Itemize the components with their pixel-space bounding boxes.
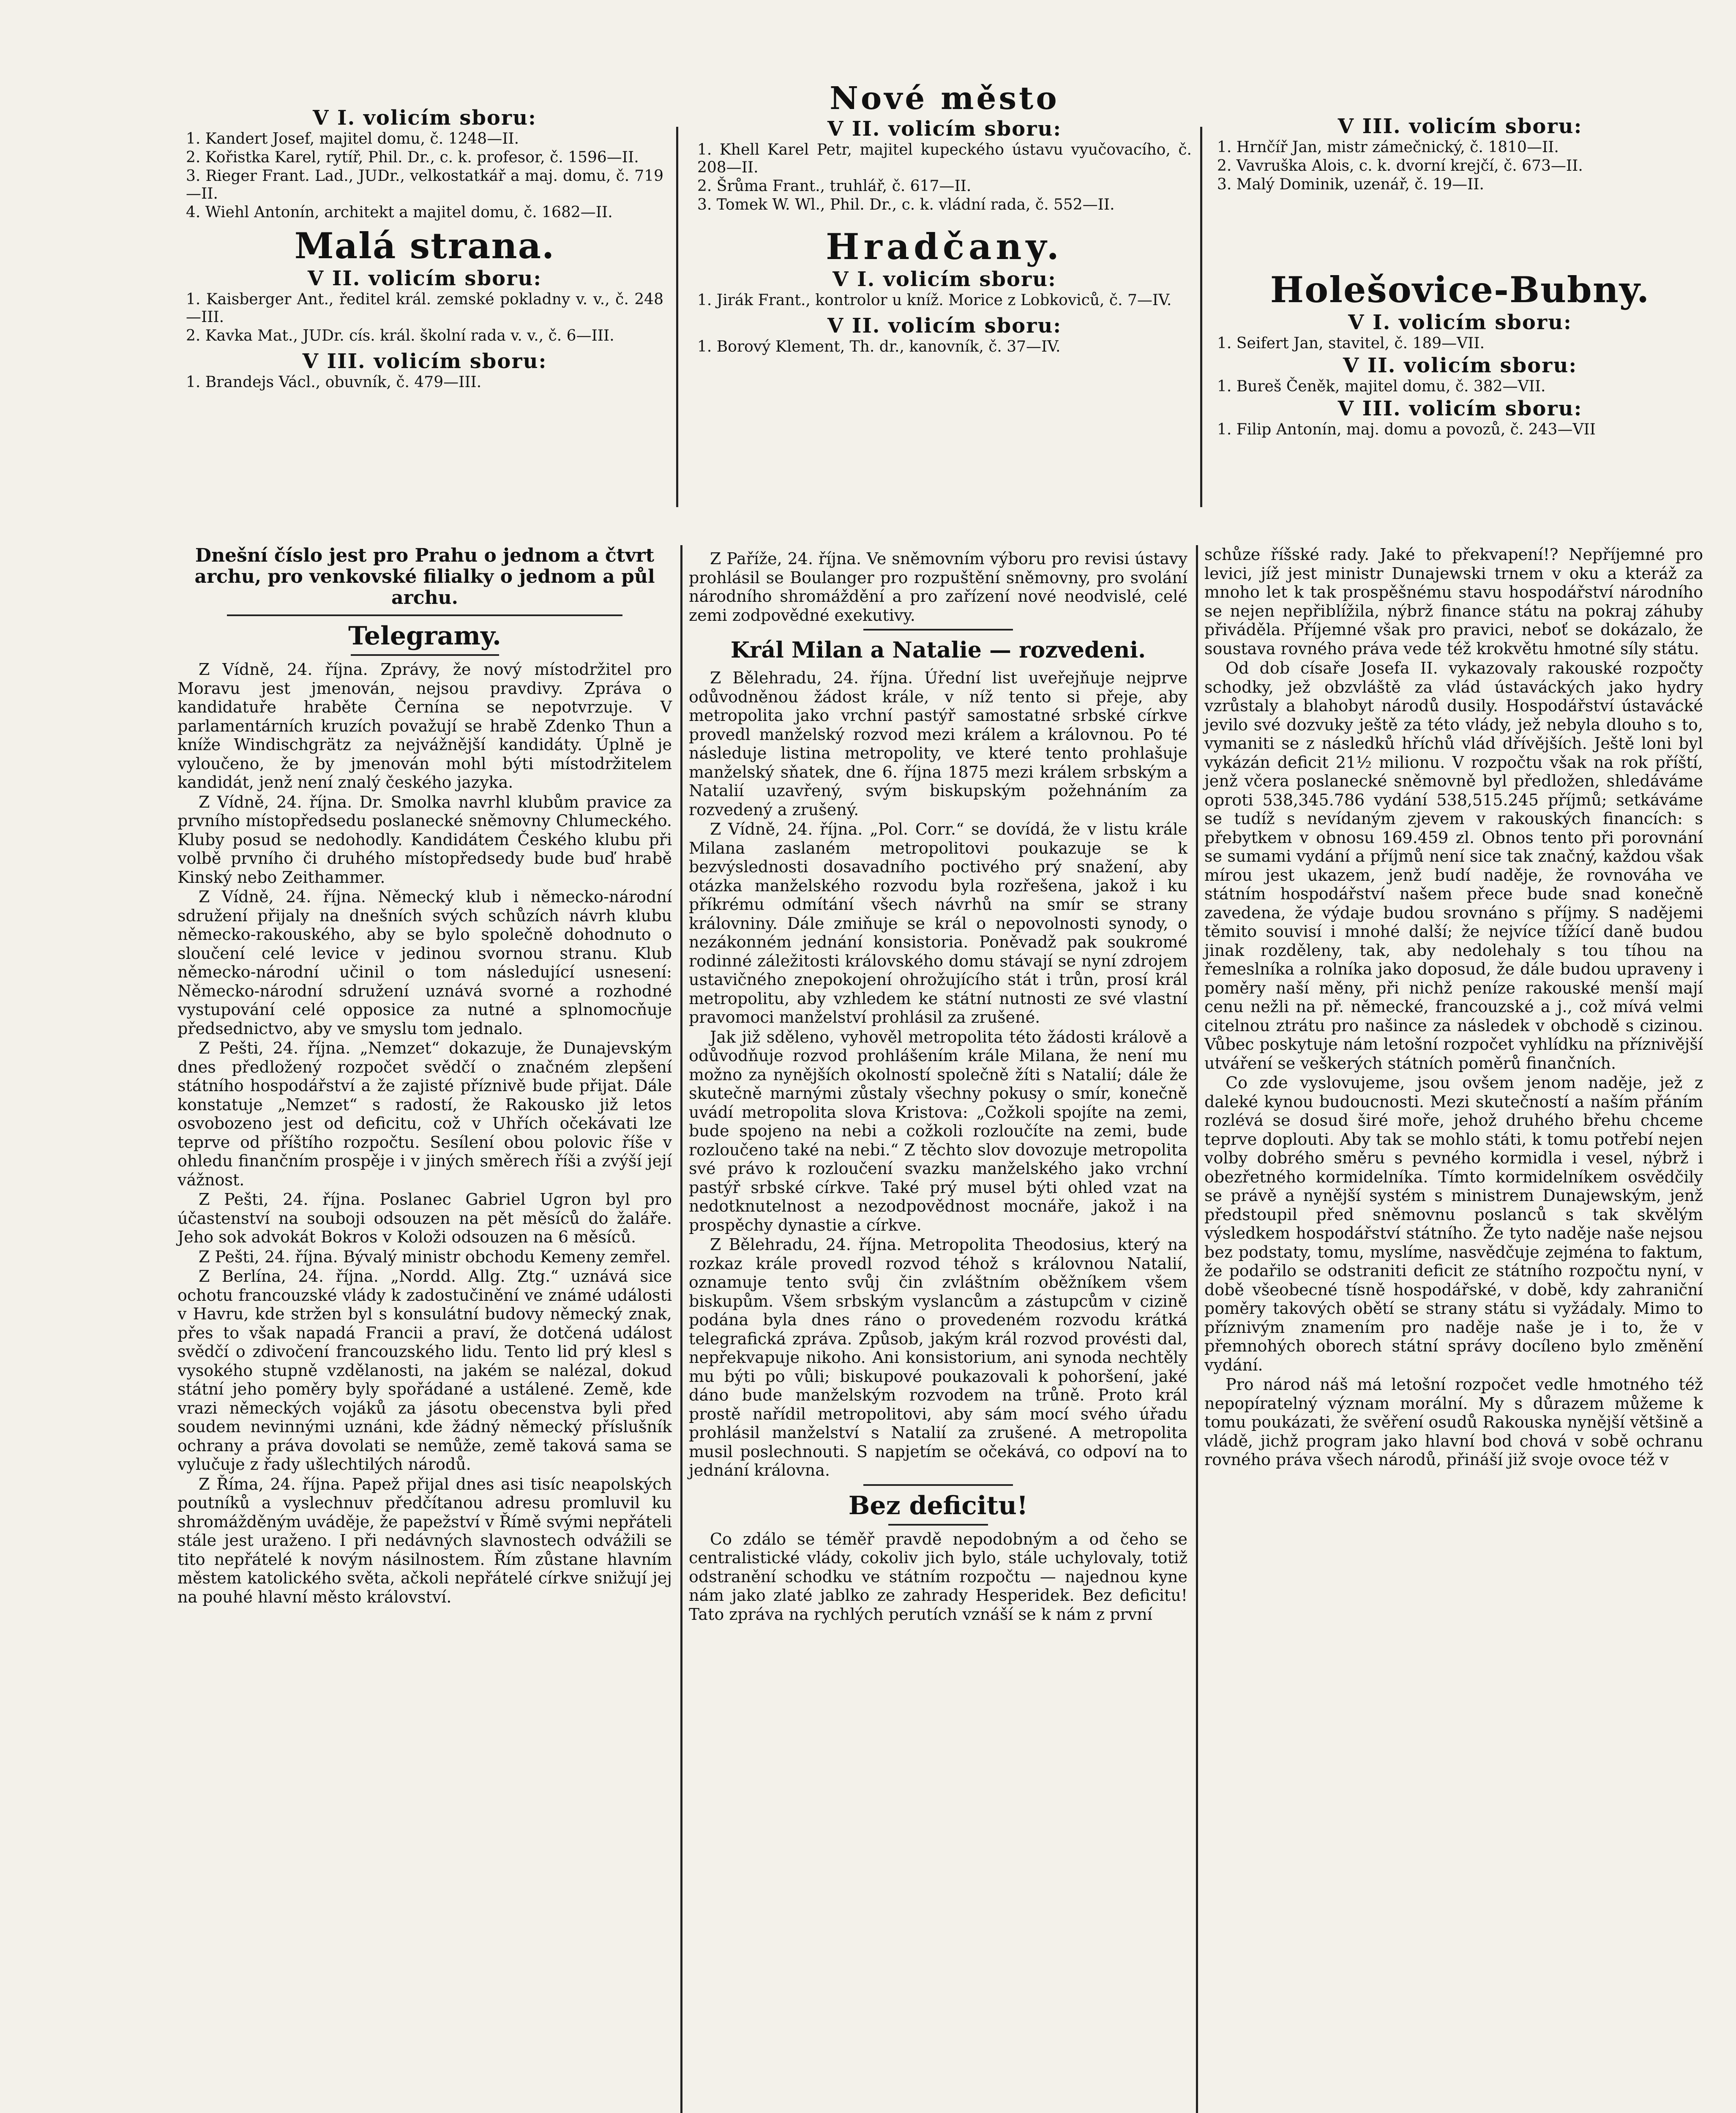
article-paragraph: Z Pešti, 24. října. Bývalý ministr obchodu Kemeny zemřel.: [199, 1247, 671, 1266]
list-item: 1. Borový Klement, Th. dr., kanovník, č. 37—IV.: [697, 338, 1061, 355]
hradcany-title: Hradčany.: [826, 226, 1063, 268]
article-paragraph: Co zde vyslovujeme, jsou ovšem jenom naděje, jež z daleké kynou budoucnosti. Mezi skutečností a naším přáním rozlévá se dosud širé moře, jehož druhého břehu chceme teprve doplouti. Aby tak se mohlo státi, k tomu potřebí nejen volby dobrého směru s pevného kormidla i vesel, nýbrž i obezřetného kormidelníka. Tímto kormidelníkem osvědčily se právě a nynější systém s ministrem Dunajewským, jenž předstoupil před sněmovnu poslanců s tak skvělým výsledkem hospodářství státního. Že tyto naděje naše nejsou bez podstaty, tomu, myslíme, nasvědčuje zejména to faktum, že podařilo se odstraniti deficit ze státního rozpočtu nyní, v době všeobecné tísně hospodářské, v době, kdy zahraniční poměry takových obětí se strany státu si vyžádaly. Mimo to příznivým znamením pro naděje naše je i to, že v přemnohých oborech státní správy docíleno bylo změnění vydání.: [1204, 1073, 1703, 1374]
divider: [863, 629, 1013, 631]
article-paragraph: Z Paříže, 24. října. Ve sněmovním výboru pro revisi ústavy prohlásil se Boulanger pro rozpuštění sněmovny, pro svolání národního shromáždění a pro zařízení nové neodvislé, celé zemi zodpovědné exekutivy.: [689, 549, 1187, 625]
issue-notice: Dnešní číslo jest pro Prahu o jednom a čtvrt archu, pro venkovské filialky o jednom a půl archu.: [194, 545, 655, 609]
list-item: 3. Tomek W. Wl., Phil. Dr., c. k. vládní rada, č. 552—II.: [697, 196, 1115, 213]
article-paragraph: Z Bělehradu, 24. října. Metropolita Theodosius, který na rozkaz krále provedl rozvod téhož s královnou Natalií, oznamuje tento svůj čin zvláštním oběžníkem všem biskupům. Všem srbským vyslancům a zástupcům v cizině podána byla dnes ráno o provedeném rozvodu krátká telegrafická zpráva. Způsob, jakým král rozvod provésti dal, nepřekvapuje nikoho. Ani konsistorium, ani synoda nechtěly mu býti po vůli; biskupové poukazovali k pohoršení, jaké dáno bude manželským rozvodem na trůně. Proto král prostě nařídil metropolitovi, aby sám mocí svého úřadu prohlásil manželství s Natalií za zrušené. A metropolita musil poslechnouti. S napjetím se očekává, co odpoví na to jednání královna.: [689, 1235, 1187, 1480]
list-item: 3. Malý Dominik, uzenář, č. 19—II.: [1217, 176, 1484, 193]
nove-mesto-title: Nové město: [830, 80, 1059, 117]
list-item: 3. Rieger Frant. Lad., JUDr., velkostatkář a maj. domu, č. 719—II.: [186, 167, 663, 202]
list-item: 1. Filip Antonín, maj. domu a povozů, č. 243—VII: [1217, 421, 1596, 438]
article-paragraph: Od dob císaře Josefa II. vykazovaly rakouské rozpočty schodky, jež obzvláště za vlád ústaváckých jako hydry vzrůstaly a blahobyt národů dusily. Hospodářství ústavácké jevilo své dozvuky ještě za této vlády, jež nebyla dlouho s to, vymaniti se z následků hříchů vlád dřívějších. Ještě loni byl vykázán deficit 21½ milionu. V rozpočtu však na rok příští, jenž včera poslanecké sněmovně byl předložen, shledáváme oproti 538,345.786 vydání 538,515.245 příjmů; setkáváme se tudíž s nevídaným zjevem v rakouských financích: s přebytkem v obnosu 169.459 zl. Obnos tento při porovnání se sumami vydání a příjmů není sice tak značný, každou však mírou jest ukazem, jenž budí naděje, že rovnováha ve státním hospodářství našem přece bude snad konečně zavedena, že výdaje budou srovnáno s příjmy. S nadějemi těmito souvisí i mnohé další; že nejvíce tížící daně budou jinak rozděleny, tak, aby nedolehaly s tou tíhou na řemeslníka a rolníka jako doposud, že dále budou upraveny i poměry naší měny, při nichž peníze rakouské menší mají cenu nežli na př. německé, francouzské a j., což mívá velmi citelnou ztrátu pro našince za následek v obchodě s cizinou. Vůbec poskytuje nám letošní rozpočet vyhlídku na příznivější utváření se veškerých státních poměrů finančních.: [1204, 659, 1703, 1073]
nove-mesto-s2-heading: V II. volicím sboru:: [827, 117, 1062, 141]
column-divider: [680, 545, 682, 2113]
list-item: 1. Brandejs Václ., obuvník, č. 479—III.: [186, 374, 482, 391]
body-column-2: [689, 549, 1187, 1624]
article-paragraph: Z Vídně, 24. října. Dr. Smolka navrhl klubům pravice za prvního místopředsedu poslanecké sněmovny Chlumeckého. Kluby posud se nedohodly. Kandidátem Českého klubu při volbě prvního či druhého místopředsedy bude buď hrabě Kinský nebo Zeithammer.: [177, 792, 672, 887]
list-item: 1. Khell Karel Petr, majitel kupeckého ústavu vyučovacího, č. 208—II.: [697, 141, 1192, 176]
article-paragraph: Pro národ náš má letošní rozpočet vedle hmotného též nepopíratelný význam morální. My s důrazem můžeme k tomu poukázati, že svěření osudů Rakouska nynější většině a vládě, jichž program jako hlavní bod chová v sobě ochranu rovného práva všech národů, přináší již svoje ovoce též v: [1204, 1375, 1703, 1469]
header-left-column: [186, 106, 663, 392]
header-middle-column: [697, 80, 1192, 357]
article-paragraph: Z Bělehradu, 24. října. Úřední list uveřejňuje nejprve odůvodněnou žádost krále, v níž tento si přeje, aby metropolita jako vrchní pastýř samostatné srbské církve provedl manželský rozvod mezi králem a královnou. Po té následuje listina metropolity, ve které tento prohlašuje manželský sňatek, dne 6. října 1875 mezi králem srbským a Natalií uzavřený, svým biskupským požehnáním za rozvedený a zrušený.: [689, 669, 1187, 819]
divider: [227, 614, 622, 616]
divider: [888, 1524, 988, 1526]
article-paragraph: Z Berlína, 24. října. „Nordd. Allg. Ztg.“ uznává sice ochotu francouzské vlády k zadostučinění ve známé události v Havru, kde stržen byl s konsulátní budovy německý znak, přes to však napadá Francii a praví, že dotčená událost svědčí o zdivočení francouzského lidu. Tento lid prý klesl s vysokého stupně vzdělanosti, na jakém se nalézal, dokud státní jeho poměry byly spořádané a ustálené. Země, kde vrazi německých vojáků za jásotu obecenstva byli před soudem nevinnými uznáni, kde žádný německý příslušník ochrany a práva dovolati se nemůže, země taková sama se vylučuje z řady ušlechtilých národů.: [177, 1267, 672, 1474]
list-item: 2. Vavruška Alois, c. k. dvorní krejčí, č. 673—II.: [1217, 157, 1583, 175]
article-paragraph: Z Vídně, 24. října. Zprávy, že nový místodržitel pro Moravu jest jmenován, nejsou pravdivy. Zpráva o kandidatuře hraběte Černína se nepotvrzuje. V parlamentárních kruzích považují se hrabě Zdenko Thun a kníže Windischgrätz za nejvážnější kandidáty. Úplně je vyloučeno, že by jmenován mohl býti místodržitelem kandidát, jenž není znalý českého jazyka.: [177, 660, 672, 792]
milan-natalie-title: Král Milan a Natalie — rozvedeni.: [730, 637, 1146, 663]
body-column-3: [1204, 545, 1703, 1470]
nove-mesto-s1-heading: V I. volicím sboru:: [313, 106, 537, 130]
column-divider: [1200, 127, 1202, 507]
telegramy-title: Telegramy.: [348, 621, 501, 651]
list-item: 2. Šrůma Frant., truhlář, č. 617—II.: [697, 177, 972, 195]
article-paragraph: schůze říšské rady. Jaké to překvapení!? Nepříjemné pro levici, jíž jest ministr Dunajewski trnem v oku a kteráž za mnoho let k tak prospěšnému stavu hospodářství národního se nejen nepřiblížila, nýbrž finance státu na pokraj záhuby přiváděla. Příjemné však pro pravici, neboť se dokázalo, že soustava rovného práva vede též krokvětu hmotné síly státu.: [1204, 545, 1703, 658]
article-paragraph: Z Vídně, 24. října. Německý klub i německo-národní sdružení přijaly na dnešních svých schůzích návrh klubu německo-rakouského, aby se bylo společně dohodnuto o sloučení celé levice v jedinou svornou stranu. Klub německo-národní učinil o tom následující usnesení: Německo-národní sdružení uznává svorné a rozhodné vystupování celé opposice za nutné a splnomocňuje předsednictvo, aby ve smyslu tom jednalo.: [177, 887, 672, 1038]
body-column-1: [177, 545, 672, 1607]
list-item: 1. Kaisberger Ant., ředitel král. zemské pokladny v. v., č. 248—III.: [186, 291, 663, 326]
holesovice-title: Holešovice-Bubny.: [1270, 269, 1650, 311]
mala-strana-s2-heading: V II. volicím sboru:: [307, 267, 542, 290]
list-item: 1. Kandert Josef, majitel domu, č. 1248—II.: [186, 130, 519, 147]
column-divider: [676, 127, 678, 507]
article-paragraph: Co zdálo se téměř pravdě nepodobným a od čeho se centralistické vlády, cokoliv jich bylo, stále uchylovaly, totiž odstranění schodku ve státním rozpočtu — najednou kyne nám jako zlaté jablko ze zahrady Hesperidek. Bez deficitu! Tato zpráva na rychlých perutích vznáší se k nám z první: [689, 1529, 1187, 1624]
mala-strana-title: Malá strana.: [294, 225, 555, 267]
nove-mesto-s3-heading: V III. volicím sboru:: [1337, 115, 1583, 138]
article-paragraph: Z Vídně, 24. října. „Pol. Corr.“ se dovídá, že v listu krále Milana zaslaném metropolitovi poukazuje se k bezvýslednosti dosavadního poctivého prý snažení, aby otázka manželského rozvodu byla rozřešena, jakož i ku příkrému odmítání všech návrhů na smír se strany královniny. Dále zmiňuje se král o nepovolnosti synody, o nezákonném jednání konsistoria. Poněvadž pak soukromé rodinné záležitosti královského domu stávají se nyní zdrojem ustavičného znepokojení ohrožujícího stát i trůn, prosí král metropolitu, aby vzhledem ke státní nutnosti ze své vlastní pravomoci manželství prohlásil za zrušené.: [689, 820, 1187, 1026]
mala-strana-s3-heading: V III. volicím sboru:: [302, 349, 547, 373]
divider: [351, 654, 499, 656]
article-paragraph: Jak již sděleno, vyhověl metropolita této žádosti králově a odůvodňuje rozvod prohlášením krále Milana, že není mu možno za nynějších okolností společně žíti s Natalií; dále že skutečně marnými zůstaly všechny pokusy o smír, konečně uvádí metropolita slova Kristova: „Cožkoli spojíte na zemi, bude spojeno na nebi a cožkoli rozloučíte na zemi, bude rozloučeno také na nebi.“ Z těchto slov dovozuje metropolita své právo k rozloučení svazku manželského jako vrchní pastýř srbské církve. Také prý musel býti ohled vzat na nedotknutelnost a nezodpovědnost mocnáře, jakož i na prospěchy dynastie a církve.: [689, 1027, 1187, 1234]
holesovice-s3-heading: V III. volicím sboru:: [1337, 397, 1583, 420]
holesovice-s2-heading: V II. volicím sboru:: [1343, 354, 1578, 377]
list-item: 1. Hrnčíř Jan, mistr zámečnický, č. 1810—II.: [1217, 139, 1559, 156]
header-right-column: [1217, 114, 1703, 440]
hradcany-s1-heading: V I. volicím sboru:: [833, 268, 1056, 291]
column-divider: [1196, 545, 1198, 2113]
list-item: 1. Jirák Frant., kontrolor u kníž. Morice z Lobkoviců, č. 7—IV.: [697, 292, 1172, 309]
list-item: 4. Wiehl Antonín, architekt a majitel domu, č. 1682—II.: [186, 204, 613, 221]
list-item: 1. Seifert Jan, stavitel, č. 189—VII.: [1217, 335, 1485, 352]
article-paragraph: Z Pešti, 24. října. Poslanec Gabriel Ugron byl pro účastenství na souboji odsouzen na pět měsíců do žaláře. Jeho sok advokát Bokros v Koloži odsouzen na 6 měsíců.: [177, 1190, 672, 1246]
article-paragraph: Z Pešti, 24. října. „Nemzet“ dokazuje, že Dunajevským dnes předložený rozpočet svědčí o značném zlepšení státního hospodářství a že zajisté příznivě bude přijat. Dále konstatuje „Nemzet“ s radostí, že Rakousko již letos osvobozeno jest od deficitu, což v Uhřích očekávati lze teprve od příštího rozpočtu. Sesílení obou polovic říše v ohledu finančním prospěje i v jiných směrech říši a zvýší její vážnost.: [177, 1039, 672, 1189]
article-paragraph: Z Říma, 24. října. Papež přijal dnes asi tisíc neapolských poutníků a vyslechnuv předčítanou adresu promluvil ku shromážděným uváděje, že papežství v Římě svými nepřáteli stále jest uraženo. I při nedávných slavnostech odvážili se tito nepřátelé k novým násilnostem. Řím zůstane hlavním městem katolického světa, ačkoli nepřátelé církve snižují jej na pouhé hlavní město království.: [177, 1474, 672, 1606]
divider: [863, 1484, 1013, 1486]
bez-deficitu-title: Bez deficitu!: [848, 1491, 1028, 1521]
holesovice-s1-heading: V I. volicím sboru:: [1348, 311, 1572, 334]
list-item: 1. Bureš Čeněk, majitel domu, č. 382—VII.: [1217, 378, 1546, 395]
hradcany-s2-heading: V II. volicím sboru:: [827, 314, 1062, 338]
list-item: 2. Kořistka Karel, rytíř, Phil. Dr., c. k. profesor, č. 1596—II.: [186, 149, 639, 166]
list-item: 2. Kavka Mat., JUDr. cís. král. školní rada v. v., č. 6—III.: [186, 327, 614, 344]
